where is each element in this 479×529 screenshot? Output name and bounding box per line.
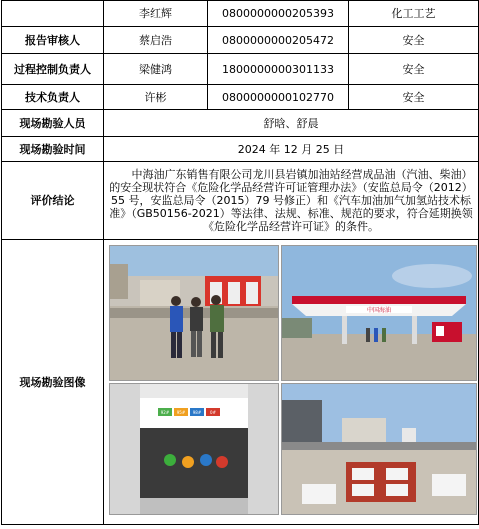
technical-lead-row [2, 85, 479, 110]
row-label [2, 1, 104, 27]
evaluation-row [2, 162, 479, 240]
specialty: 安全 [349, 54, 479, 85]
row-label: 过程控制负责人 [2, 54, 104, 85]
person-name: 许彬 [104, 85, 208, 110]
photos-cell [104, 240, 479, 525]
inspection-date-value: 2024 年 12 月 25 日 [104, 137, 479, 162]
station-yard-photo [281, 383, 477, 515]
inspectors-value: 舒晗、舒晨 [104, 110, 479, 137]
certificate-number: 1800000000301133 [208, 54, 349, 85]
tank-manhole-image [110, 384, 278, 514]
inspectors-row [2, 110, 479, 137]
person-name: 梁健鸿 [104, 54, 208, 85]
pump-label: 92# [160, 410, 170, 415]
certificate-number: 0800000000102770 [208, 85, 349, 110]
photos-row [2, 240, 479, 525]
row-label: 现场勘验时间 [2, 137, 104, 162]
station-yard-image [282, 384, 476, 514]
row-label: 技术负责人 [2, 85, 104, 110]
process-control-row [2, 54, 479, 85]
evaluation-text: 中海油广东销售有限公司龙川县岩镇加油站经营成品油（汽油、柴油）的安全现状符合《危险化学品经营许可证管理办法》（安监总局令（2012）55 号，安监总局令（2015）79 号修正）和《汽车加油加气加氢站技术标准》（GB50156-2021）等法律、法规、标准、规范的要求，符合延期换领《危险化学品经营许可证》的条件。 [104, 162, 479, 240]
row-label: 评价结论 [2, 162, 104, 240]
specialty: 安全 [349, 27, 479, 54]
specialty: 化工工艺 [349, 1, 479, 27]
tank-manhole-photo [109, 383, 279, 515]
reviewer-row [2, 27, 479, 54]
specialty: 安全 [349, 85, 479, 110]
inspectors-photo-image [110, 246, 278, 380]
canopy-brand-text: 中国海油 [366, 307, 392, 314]
certificate-number: 0800000000205472 [208, 27, 349, 54]
pump-label: 98# [192, 410, 202, 415]
station-canopy-image [282, 246, 476, 380]
station-canopy-photo [281, 245, 477, 381]
inspection-date-row [2, 137, 479, 162]
row-label: 报告审核人 [2, 27, 104, 54]
person-name: 蔡启浩 [104, 27, 208, 54]
photo-grid [106, 243, 479, 521]
personnel-row [2, 1, 479, 27]
pump-label: 95# [176, 410, 186, 415]
row-label: 现场勘验图像 [2, 240, 104, 525]
row-label: 现场勘验人员 [2, 110, 104, 137]
inspectors-photo [109, 245, 279, 381]
report-table [1, 0, 479, 525]
certificate-number: 0800000000205393 [208, 1, 349, 27]
person-name: 李红辉 [104, 1, 208, 27]
pump-label: 0# [210, 410, 216, 415]
